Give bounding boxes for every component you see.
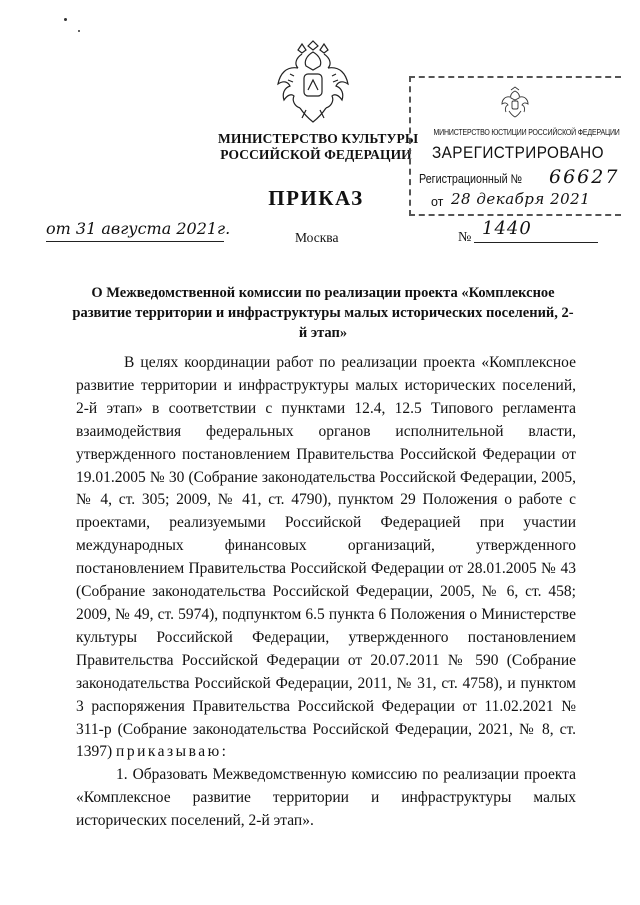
- registration-stamp: [409, 76, 621, 216]
- scan-speck: [78, 30, 80, 32]
- order-number-label: №: [458, 230, 472, 245]
- document-type-title: ПРИКАЗ: [268, 186, 364, 210]
- body-paragraph-preamble: [76, 352, 576, 764]
- stamp-date: 28 декабря 2021: [451, 190, 591, 208]
- order-date-field: [46, 217, 231, 242]
- stamp-date-line: [431, 190, 621, 209]
- order-number: 1440: [482, 218, 532, 239]
- order-number-field: [474, 218, 598, 243]
- preamble-text: В целях координации работ по реализации проекта «Комплексное развитие территории и инфраструктуры малых исторических поселений, 2-й этап» в соответствии с пунктами 12.4, 12.5 Типового регламента взаимодействия федеральных органов исполнительной власти, утвержденного постановлением Правительства Российской Федерации от 19.01.2005 № 30 (Собрание законодательства Российской Федерации, 2005, № 4, ст. 305; 2009, № 41, ст. 4790), пунктом 29 Положения о работе с проектами, реализуемыми Российской Федерацией при участии международных финансовых организаций, утвержденного постановлением Правительства Российской Федерации от 28.01.2005 № 43 (Собрание законодательства Российской Федерации, 2005, № 6, ст. 458; 2009, № 49, ст. 5974), подпунктом 6.5 пункта 6 Положения о Министерстве культуры Российской Федерации, утвержденного постановлением Правительства Российской Федерации от 20.07.2011 № 590 (Собрание законодательства Российской Федерации, 2011, № 31, ст. 4758), и пунктом 3 распоряжения Правительства Российской Федерации от 11.02.2021 № 311-р (Собрание законодательства Российской Федерации, 2021, № 8, ст. 1397): [76, 354, 576, 761]
- stamp-registration-number: 66627: [549, 166, 620, 188]
- order-city: Москва: [295, 230, 339, 245]
- order-date-value: 31 августа 2021г.: [75, 219, 231, 238]
- ministry-name-line2: РОССИЙСКОЙ ФЕДЕРАЦИИ: [220, 147, 412, 162]
- order-item-1: 1. Образовать Межведомственную комиссию по реализации проекта «Комплексное развитие территории и инфраструктуры малых исторических поселений, 2-й этап».: [76, 766, 576, 830]
- stamp-registration-line: [419, 166, 620, 188]
- order-subject: О Межведомственной комиссии по реализации проекта «Комплексное развитие территории и инфраструктуры малых исторических поселений, 2-й этап»: [72, 285, 574, 341]
- stamp-status: ЗАРЕГИСТРИРОВАНО: [431, 143, 605, 162]
- order-date-prefix: от: [46, 219, 71, 238]
- stamp-ministry: МИНИСТЕРСТВО ЮСТИЦИИ РОССИЙСКОЙ ФЕДЕРАЦИИ: [433, 127, 620, 137]
- russian-coat-of-arms-icon: [276, 40, 350, 124]
- stamp-registration-label: Регистрационный №: [419, 172, 523, 186]
- ministry-name: [218, 131, 419, 163]
- scan-speck: [64, 18, 67, 21]
- order-word: приказываю:: [116, 743, 229, 761]
- stamp-date-prefix: от: [431, 195, 444, 209]
- order-body: [76, 352, 576, 833]
- order-date: [46, 219, 230, 238]
- ministry-name-line1: МИНИСТЕРСТВО КУЛЬТУРЫ: [218, 131, 419, 146]
- stamp-coat-of-arms-icon: [501, 86, 529, 118]
